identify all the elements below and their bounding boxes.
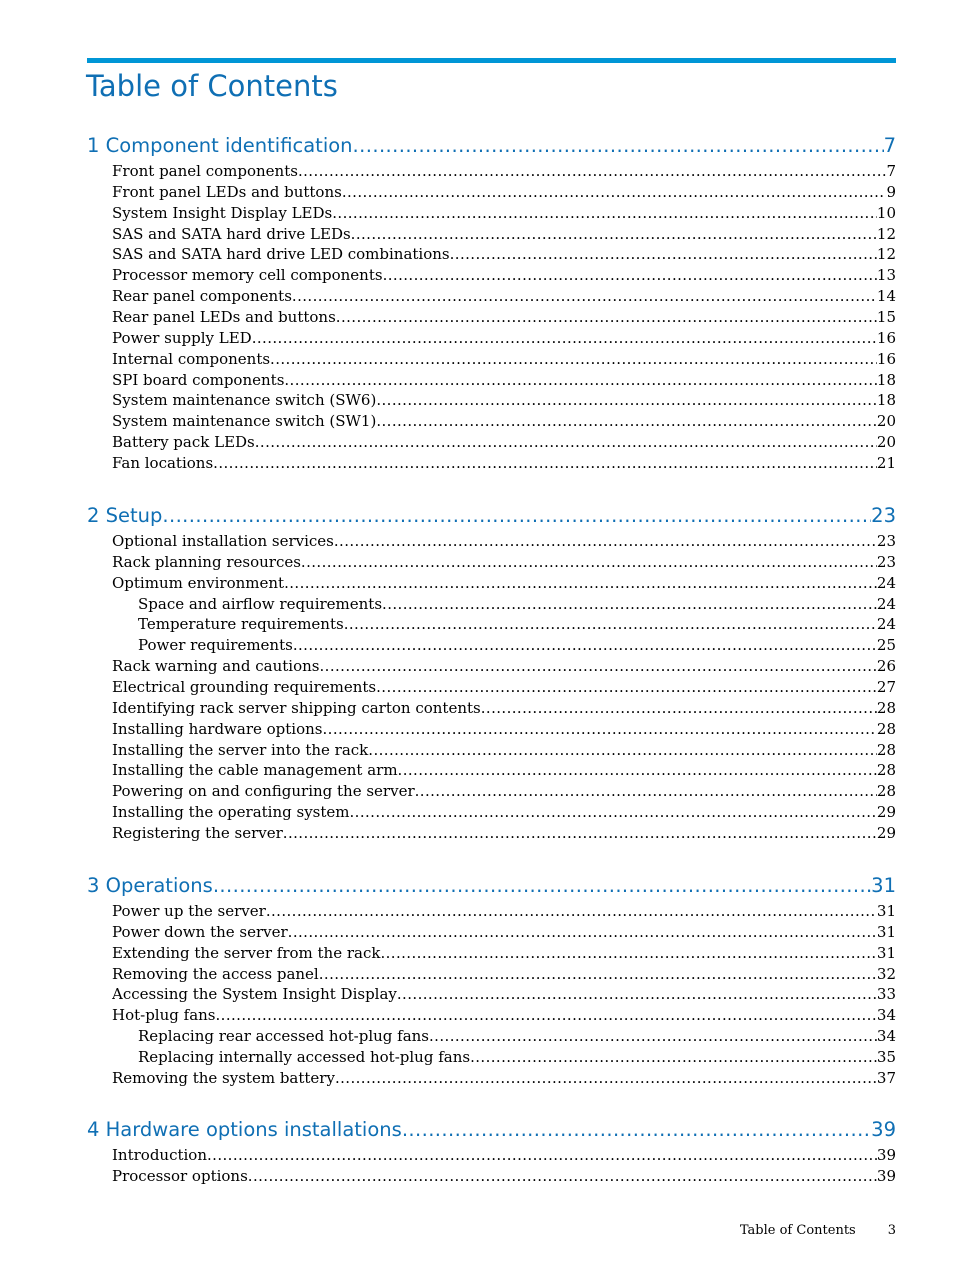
toc-entry-title: Space and airflow requirements xyxy=(138,594,383,613)
toc-entry-link[interactable] xyxy=(112,677,896,698)
toc-entry-page: 28 xyxy=(876,740,896,759)
toc-entry-link[interactable] xyxy=(112,656,896,677)
toc-entry-title: System Insight Display LEDs xyxy=(112,203,333,222)
toc-dot-leader xyxy=(298,161,887,182)
toc-dot-leader xyxy=(266,901,877,922)
toc-entry-title: Installing hardware options xyxy=(112,719,323,738)
toc-entry-link[interactable] xyxy=(112,802,896,823)
toc-entry-link[interactable] xyxy=(112,573,896,594)
toc-entry-title: Fan locations xyxy=(112,453,214,472)
toc-dot-leader xyxy=(415,781,877,802)
toc-entry-title: Registering the server xyxy=(112,823,283,842)
toc-entry-link[interactable] xyxy=(112,224,896,245)
toc-entry-title: Accessing the System Insight Display xyxy=(112,985,397,1004)
toc-dot-leader xyxy=(332,203,877,224)
toc-chapter-link[interactable] xyxy=(87,501,896,531)
toc-dot-leader xyxy=(398,760,877,781)
toc-entry-title: Introduction xyxy=(112,1146,207,1164)
toc-dot-leader xyxy=(376,677,877,698)
toc-dot-leader xyxy=(284,370,877,391)
toc-dot-leader xyxy=(207,1145,877,1166)
toc-entry-title: Powering on and configuring the server xyxy=(112,782,415,801)
toc-dot-leader xyxy=(284,573,877,594)
toc-dot-leader xyxy=(319,964,877,985)
toc-dot-leader xyxy=(216,1005,877,1026)
toc-entry-page: 34 xyxy=(876,1027,896,1046)
toc-entry-page: 16 xyxy=(876,349,896,368)
table-of-contents xyxy=(87,0,896,1271)
toc-chapter-title: 1 Component identification xyxy=(87,134,353,157)
toc-entry-link[interactable] xyxy=(112,698,896,719)
toc-entry-link[interactable] xyxy=(112,1068,896,1089)
toc-dot-leader xyxy=(270,349,877,370)
toc-subentry-link[interactable] xyxy=(138,635,896,656)
toc-entry-link[interactable] xyxy=(112,1005,896,1026)
toc-entry-title: Rack warning and cautions xyxy=(112,657,320,676)
toc-entry-page: 39 xyxy=(876,1166,896,1185)
toc-entry-page: 32 xyxy=(876,964,896,983)
toc-entry-page: 35 xyxy=(876,1048,896,1066)
toc-entry-title: Optimum environment xyxy=(112,573,285,592)
toc-dot-leader xyxy=(213,453,877,474)
toc-entry-title: Rear panel LEDs and buttons xyxy=(112,308,336,326)
toc-subentry-link[interactable] xyxy=(138,1047,896,1068)
toc-subentry-link[interactable] xyxy=(138,594,896,615)
toc-entry-link[interactable] xyxy=(112,901,896,922)
toc-entry-link[interactable] xyxy=(112,203,896,224)
toc-entry-link[interactable] xyxy=(112,943,896,964)
toc-entry-link[interactable] xyxy=(112,411,896,432)
toc-entry-title: Installing the server into the rack xyxy=(112,740,369,759)
toc-entry-link[interactable] xyxy=(112,390,896,411)
toc-entry-page: 14 xyxy=(876,287,896,306)
toc-entry-title: Removing the access panel xyxy=(112,964,319,983)
toc-entry-page: 20 xyxy=(876,433,896,452)
toc-entry-title: Optional installation services xyxy=(112,532,334,550)
toc-dot-leader xyxy=(283,823,877,844)
toc-dot-leader xyxy=(450,244,877,265)
toc-entry-title: Temperature requirements xyxy=(138,615,344,634)
toc-entry-title: Rack planning resources xyxy=(112,552,301,571)
toc-entry-page: 29 xyxy=(876,823,896,842)
toc-entry-page: 23 xyxy=(876,532,896,550)
toc-dot-leader xyxy=(252,328,877,349)
toc-dot-leader xyxy=(380,943,876,964)
toc-entry-link[interactable] xyxy=(112,349,896,370)
footer-section-title: Table of Contents xyxy=(739,1223,856,1238)
toc-entry-page: 31 xyxy=(876,943,896,962)
toc-entry-link[interactable] xyxy=(112,823,896,844)
toc-entry-title: SAS and SATA hard drive LEDs xyxy=(112,224,351,243)
page-title: Table of Contents xyxy=(86,69,338,103)
toc-entry-page: 7 xyxy=(886,162,896,180)
toc-entry-title: Processor memory cell components xyxy=(112,266,383,285)
toc-dot-leader xyxy=(383,265,877,286)
toc-entry-link[interactable] xyxy=(112,922,896,943)
toc-entry-page: 16 xyxy=(876,328,896,347)
toc-chapter-page: 31 xyxy=(871,874,896,897)
toc-dot-leader xyxy=(397,984,877,1005)
toc-entry-page: 28 xyxy=(876,782,896,801)
toc-entry-title: Power requirements xyxy=(138,636,293,655)
toc-chapter-page: 23 xyxy=(871,504,896,527)
toc-entry-page: 39 xyxy=(876,1146,896,1164)
toc-entry-link[interactable] xyxy=(112,1166,896,1187)
toc-entry-page: 10 xyxy=(876,203,896,222)
toc-entry-page: 12 xyxy=(876,245,896,264)
toc-chapter-title: 2 Setup xyxy=(87,504,163,527)
toc-entry-title: SPI board components xyxy=(112,370,285,389)
toc-entry-link[interactable] xyxy=(112,161,896,182)
toc-entry-link[interactable] xyxy=(112,328,896,349)
toc-dot-leader xyxy=(248,1166,877,1187)
toc-chapter-title: 4 Hardware options installations xyxy=(87,1118,402,1141)
toc-dot-leader xyxy=(335,1068,877,1089)
toc-entry-page: 37 xyxy=(876,1068,896,1087)
toc-entry-link[interactable] xyxy=(112,964,896,985)
toc-entry-page: 24 xyxy=(876,573,896,592)
toc-entry-title: Power up the server xyxy=(112,902,266,920)
toc-entry-link[interactable] xyxy=(112,552,896,573)
toc-entry-title: Internal components xyxy=(112,349,271,368)
toc-dot-leader xyxy=(344,614,877,635)
toc-dot-leader xyxy=(292,286,877,307)
toc-dot-leader xyxy=(288,922,877,943)
toc-entry-page: 9 xyxy=(886,182,896,201)
toc-dot-leader xyxy=(334,531,877,552)
toc-entry-link[interactable] xyxy=(112,307,896,328)
toc-dot-leader xyxy=(301,552,877,573)
toc-entry-page: 26 xyxy=(876,657,896,676)
page-footer xyxy=(700,1220,896,1242)
toc-entry-title: Electrical grounding requirements xyxy=(112,678,377,696)
toc-entry-page: 28 xyxy=(876,719,896,738)
toc-entry-page: 21 xyxy=(876,453,896,472)
toc-entry-title: Processor options xyxy=(112,1166,248,1185)
toc-entry-title: Identifying rack server shipping carton contents xyxy=(112,698,481,717)
toc-dot-leader xyxy=(255,432,877,453)
toc-entry-page: 13 xyxy=(876,266,896,285)
toc-entry-link[interactable] xyxy=(112,453,896,474)
toc-entry-page: 34 xyxy=(876,1006,896,1025)
toc-entry-title: Rear panel components xyxy=(112,287,292,306)
toc-dot-leader xyxy=(213,871,871,901)
toc-dot-leader xyxy=(402,1115,871,1145)
toc-dot-leader xyxy=(353,131,884,161)
toc-entry-title: Extending the server from the rack xyxy=(112,943,381,962)
toc-entry-title: Power down the server xyxy=(112,922,288,941)
toc-entry-link[interactable] xyxy=(112,740,896,761)
toc-entry-link[interactable] xyxy=(112,760,896,781)
toc-dot-leader xyxy=(323,719,877,740)
toc-entry-link[interactable] xyxy=(112,719,896,740)
toc-entry-page: 23 xyxy=(876,552,896,571)
footer-page-number: 3 xyxy=(887,1223,896,1238)
toc-dot-leader xyxy=(350,802,877,823)
toc-entry-page: 18 xyxy=(876,391,896,410)
toc-entry-title: System maintenance switch (SW6) xyxy=(112,391,377,410)
toc-entry-link[interactable] xyxy=(112,432,896,453)
toc-entry-title: Front panel components xyxy=(112,162,298,180)
toc-subentry-link[interactable] xyxy=(138,1026,896,1047)
toc-entry-title: Replacing internally accessed hot-plug fans xyxy=(138,1048,471,1066)
toc-dot-leader xyxy=(162,501,871,531)
toc-chapter-link[interactable] xyxy=(87,871,896,901)
toc-dot-leader xyxy=(368,740,877,761)
toc-chapter-link[interactable] xyxy=(87,1115,896,1145)
toc-entry-page: 20 xyxy=(876,412,896,431)
toc-entry-link[interactable] xyxy=(112,984,896,1005)
toc-dot-leader xyxy=(342,182,887,203)
toc-entry-page: 29 xyxy=(876,803,896,821)
toc-entry-title: Installing the operating system xyxy=(112,803,350,821)
toc-entry-link[interactable] xyxy=(112,531,896,552)
toc-entry-link[interactable] xyxy=(112,286,896,307)
toc-entry-page: 12 xyxy=(876,224,896,243)
toc-entry-link[interactable] xyxy=(112,265,896,286)
toc-subentry-link[interactable] xyxy=(138,614,896,635)
toc-entry-title: Hot-plug fans xyxy=(112,1006,216,1025)
toc-entry-title: Installing the cable management arm xyxy=(112,761,398,780)
toc-entry-page: 25 xyxy=(876,636,896,655)
toc-dot-leader xyxy=(319,656,876,677)
toc-dot-leader xyxy=(376,411,877,432)
toc-entry-link[interactable] xyxy=(112,781,896,802)
toc-entry-link[interactable] xyxy=(112,182,896,203)
toc-entry-page: 27 xyxy=(876,678,896,696)
toc-entry-page: 28 xyxy=(876,761,896,780)
toc-entry-title: Battery pack LEDs xyxy=(112,433,255,452)
toc-chapter-title: 3 Operations xyxy=(87,874,213,897)
toc-entry-page: 24 xyxy=(876,594,896,613)
toc-entry-title: Replacing rear accessed hot-plug fans xyxy=(138,1027,430,1046)
toc-dot-leader xyxy=(429,1026,877,1047)
toc-dot-leader xyxy=(293,635,877,656)
toc-entry-page: 28 xyxy=(876,698,896,717)
toc-entry-title: Removing the system battery xyxy=(112,1068,335,1087)
toc-entry-page: 15 xyxy=(876,308,896,326)
toc-dot-leader xyxy=(382,594,877,615)
toc-dot-leader xyxy=(470,1047,877,1068)
toc-entry-title: SAS and SATA hard drive LED combinations xyxy=(112,245,450,264)
toc-entry-page: 24 xyxy=(876,615,896,634)
toc-entry-title: System maintenance switch (SW1) xyxy=(112,412,377,431)
toc-chapter-page: 39 xyxy=(871,1118,896,1141)
toc-dot-leader xyxy=(336,307,877,328)
toc-dot-leader xyxy=(376,390,877,411)
toc-entry-link[interactable] xyxy=(112,1145,896,1166)
toc-entry-page: 33 xyxy=(876,985,896,1004)
toc-chapter-link[interactable] xyxy=(87,131,896,161)
toc-entry-page: 31 xyxy=(876,922,896,941)
toc-chapter-page: 7 xyxy=(883,134,896,157)
toc-entry-page: 18 xyxy=(876,370,896,389)
toc-entry-link[interactable] xyxy=(112,370,896,391)
toc-entry-title: Front panel LEDs and buttons xyxy=(112,182,342,201)
toc-entry-page: 31 xyxy=(876,902,896,920)
toc-entry-link[interactable] xyxy=(112,244,896,265)
toc-dot-leader xyxy=(481,698,877,719)
toc-dot-leader xyxy=(351,224,877,245)
toc-entry-title: Power supply LED xyxy=(112,328,252,347)
